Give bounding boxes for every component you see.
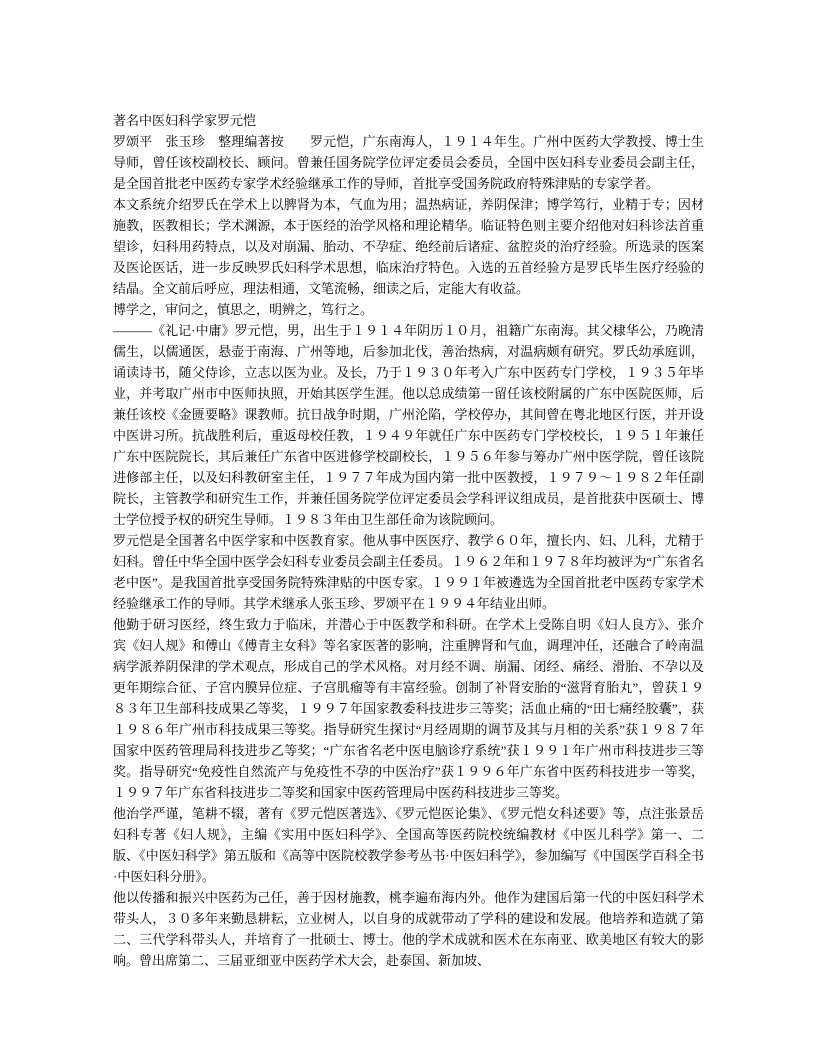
paragraph: 他勤于研习医经，终生致力于临床，并潜心于中医教学和科研。在学术上受陈自明《妇人良方》、张介宾《妇人规》和傅山《傅青主女科》等名家医著的影响，注重脾肾和气血，调理冲任，还融合了岭南温病学派养阴保津的学术观点，形成自己的学术风格。对月经不调、崩漏、闭经、痛经、滑胎、不孕以及更年期综合征、子宫内膜异位症、子宫肌瘤等有丰富经验。创制了补肾安胎的“滋肾育胎丸”，曾获１９８３年卫生部科技成果乙等奖，１９９７年国家教委科技进步三等奖；活血止痛的“田七痛经胶囊”，获１９８６年广州市科技成果三等奖。指导研究生探讨“月经周期的调节及其与月相的关系”获１９８７年国家中医药管理局科技进步乙等奖；“广东省名老中医电脑诊疗系统”获１９９１年广州市科技进步三等奖。指导研究“免疫性自然流产与免疫性不孕的中医治疗”获１９９６年广东省中医药科技进步一等奖，１９９７年广东省科技进步二等奖和国家中医药管理局中医药科技进步三等奖。	[113, 617, 704, 800]
paragraph: 他治学严谨，笔耕不辍，著有《罗元恺医著选》、《罗元恺医论集》、《罗元恺女科述要》等，点注张景岳妇科专著《妇人规》，主编《实用中医妇科学》、全国高等医药院校统编教材《中医儿科学》第一、二版、《中医妇科学》第五版和《高等中医院校教学参考丛书·中医妇科学》，参加编写《中国医学百科全书·中医妇科分册》。	[113, 806, 704, 884]
paragraph-list	[113, 131, 704, 971]
paragraph: 罗元恺是全国著名中医学家和中医教育家。他从事中医医疗、教学６０年，擅长内、妇、儿科，尤精于妇科。曾任中华全国中医学会妇科专业委员会副主任委员。１９６２年和１９７８年均被评为“广东省名老中医”。是我国首批享受国务院特殊津贴的中医专家。１９９１年被遴选为全国首批老中医药专家学术经验继承工作的导师。其学术继承人张玉珍、罗颂平在１９９４年结业出师。	[113, 533, 704, 611]
paragraph: 博学之，审问之，慎思之，明辨之，笃行之。	[113, 302, 374, 317]
document-title: 著名中医妇科学家罗元恺	[113, 113, 257, 128]
paragraph: 本文系统介绍罗氏在学术上以脾肾为本，气血为用；温热病证，养阴保津；博学笃行，业精于专；因材施教，医教相长；学术渊源，本于医经的治学风格和理论精华。临证特色则主要介绍他对妇科诊法首重望诊，妇科用药特点，以及对崩漏、胎动、不孕症、绝经前后诸症、盆腔炎的治疗经验。所选录的医案及医论医话，进一步反映罗氏妇科学术思想，临床治疗特色。入选的五首经验方是罗氏毕生医疗经验的结晶。全文前后呼应，理法相通，文笔流畅，细读之后，定能大有收益。	[113, 197, 704, 296]
document-body	[113, 110, 704, 971]
paragraph: 他以传播和振兴中医药为己任，善于因材施教，桃李遍布海内外。他作为建国后第一代的中医妇科学术带头人，３０多年来勤恳耕耘，立业树人，以自身的成就带动了学科的建设和发展。他培养和造就了第二、三代学科带头人，并培育了一批硕士、博士。他的学术成就和医术在东南亚、欧美地区有较大的影响。曾出席第二、三届亚细亚中医药学术大会，赴泰国、新加坡、	[113, 890, 704, 968]
paragraph: 罗颂平 张玉珍 整理编著按 罗元恺，广东南海人，１９１４年生。广州中医药大学教授、博士生导师，曾任该校副校长、顾问。曾兼任国务院学位评定委员会委员，全国中医妇科专业委员会副主任，是全国首批老中医药专家学术经验继承工作的导师，首批享受国务院政府特殊津贴的专家学者。	[113, 134, 704, 191]
paragraph: ———《礼记·中庸》罗元恺，男，出生于１９１４年阴历１０月，祖籍广东南海。其父棣华公，乃晚清儒生，以儒通医，悬壶于南海、广州等地，后参加北伐，善治热病，对温病颇有研究。罗氏幼承庭训，诵读诗书，随父侍诊，立志以医为业。及长，乃于１９３０年考入广东中医药专门学校，１９３５年毕业，并考取广州市中医师执照，开始其医学生涯。他以总成绩第一留任该校附属的广东中医院医师，后兼任该校《金匮要略》课教师。抗日战争时期，广州沦陷，学校停办，其间曾在粤北地区行医，并开设中医讲习所。抗战胜利后，重返母校任教，１９４９年就任广东中医药专门学校校长，１９５１年兼任广东中医院院长，其后兼任广东省中医进修学校副校长，１９５６年参与筹办广州中医学院，曾任该院进修部主任，以及妇科教研室主任，１９７７年成为国内第一批中医教授，１９７９～１９８２年任副院长，主管教学和研究生工作，并兼任国务院学位评定委员会学科评议组成员，是首批获中医硕士、博士学位授予权的研究生导师。１９８３年由卫生部任命为该院顾问。	[113, 323, 704, 527]
